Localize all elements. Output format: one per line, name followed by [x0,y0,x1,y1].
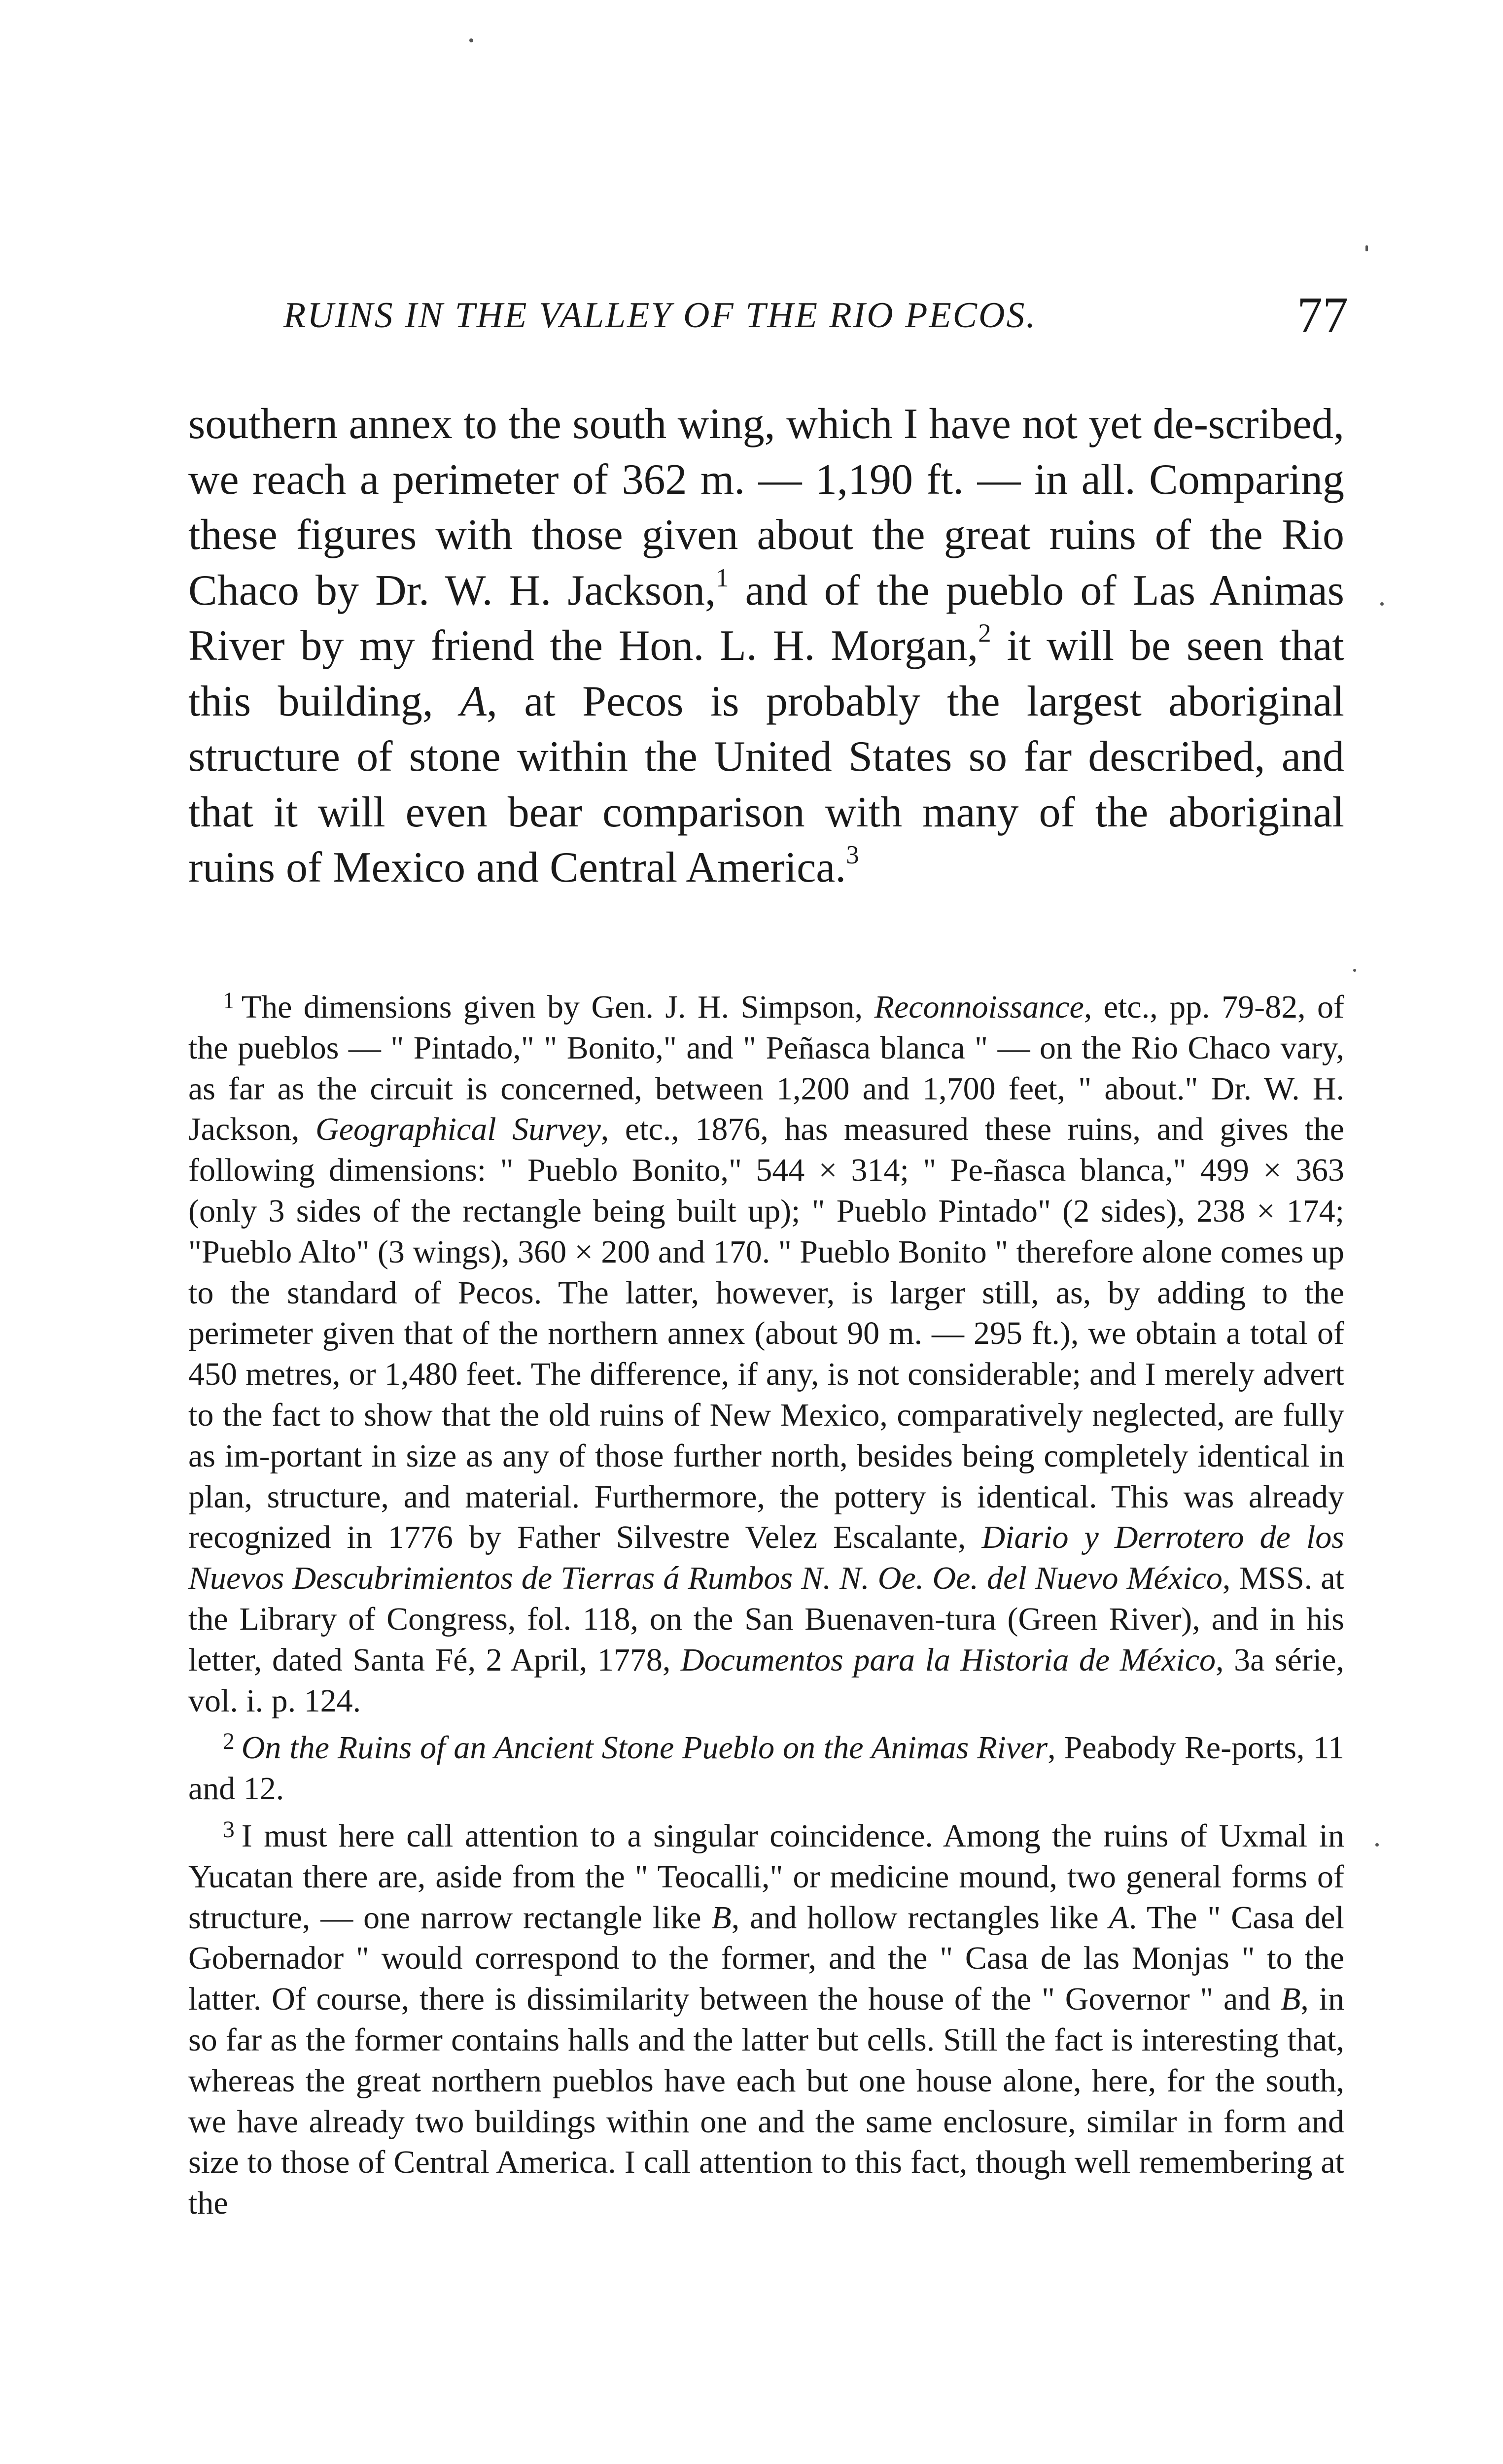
footnote-title: Reconnoissance [874,989,1084,1025]
footnote-text: , Peabody Re-ports, 11 and 12. [188,1730,1345,1807]
footnote-text: , in so far as the former contains halls and the latter but cells. Still the fact is interesting that, whereas the great northern pueblos have each but one house alone, here, for the south, we have already two buildings within one and the same enclosure, similar in form and size to those of Central America. I call attention to this fact, though well remembering at the [188,1981,1344,2222]
paragraph-text: and of the pueblo of Las Animas River by my friend the Hon. L. H. Morgan, [188,566,1344,670]
footnote-text: , etc., 1876, has measured these ruins, and gives the following dimensions: " Pueblo Bonito," 544 × 314; " Pe-ñasca blanca," 499 × 363 (only 3 sides of the rectangle being built up); " Pueblo Pintado" (2 sides), 238 × 174; "Pueblo Alto" (3 wings), 360 × 200 and 170. " Pueblo Bonito " therefore alone comes up to the standard of Pecos. The latter, however, is larger still, as, by adding to the perimeter given that of the northern annex (about 90 m. — 295 ft.), we obtain a total of 450 metres, or 1,480 feet. The difference, if any, is not considerable; and I merely advert to the fact to show that the old ruins of New Mexico, comparatively neglected, are fully as im-portant in size as any of those further north, besides being completely identical in plan, structure, and material. Furthermore, the pottery is identical. This was already recognized in 1776 by Father Silvestre Velez Escalante, [188,1111,1344,1556]
footnote-text: , 3a série, vol. i. p. 124. [188,1642,1344,1719]
print-speck [1380,602,1384,606]
paragraph-text: southern annex to the south wing, which I have not yet de-scribed, we reach a perimeter of 362 m. — 1,190 ft. — in all. Comparing these figures with those given about the great ruins of the Rio Chaco by Dr. W. H. Jackson, [188,400,1344,615]
building-label: A [460,677,487,725]
footnote-text: , etc., pp. 79-82, of the pueblos — " Pintado," " Bonito," and " Peñasca blanca " — on the Rio Chaco vary, as far as the circuit is concerned, between 1,200 and 1,700 feet, " about." Dr. W. H. Jackson, [188,989,1344,1148]
print-speck [1365,245,1368,251]
running-head [283,286,1348,360]
footnote-ref-2: 2 [978,619,991,648]
paragraph-text: it will be seen that this building, [188,622,1344,725]
footnote-text: , and hollow rectangles like [731,1899,1109,1936]
footnote-text: , MSS. at the Library of Congress, fol. 118, on the San Buenaven-tura (Green River), and in his letter, dated Santa Fé, 2 April, 1778, [188,1560,1344,1678]
footnote-2 [188,1721,1344,1810]
footnote-title: On the Ruins of an Ancient Stone Pueblo on the Animas River [241,1730,1048,1766]
main-paragraph [188,397,1344,896]
print-speck [1353,969,1356,972]
footnote-title: Diario y Derrotero de los Nuevos Descubrimientos de Tierras á Rumbos N. N. Oe. Oe. del Nuevo México [188,1519,1344,1597]
footnote-mark: 1 [223,988,235,1014]
footnote-3 [188,1810,1344,2224]
footnote-text: The dimensions given by Gen. J. H. Simpson, [241,989,874,1025]
print-speck [469,38,473,42]
building-label: B [1281,1981,1301,2018]
footnote-mark: 2 [223,1729,235,1755]
footnotes [188,981,1344,2224]
building-label: B [711,1899,732,1936]
page-number: 77 [1297,287,1348,343]
footnote-mark: 3 [223,1816,235,1843]
paragraph-text: , at Pecos is probably the largest aboriginal structure of stone within the United States so far described, and that it will even bear comparison with many of the aboriginal ruins of Mexico and Central America. [188,677,1344,891]
footnote-1 [188,981,1344,1721]
building-label: A [1109,1899,1129,1936]
footnote-ref-3: 3 [846,841,859,870]
footnote-text: . The " Casa del Gobernador " would correspond to the former, and the " Casa de las Monjas " to the latter. Of course, there is dissimilarity between the house of the " Governor " and [188,1899,1344,2018]
footnote-title: Geographical Survey [315,1111,601,1148]
footnote-text: I must here call attention to a singular coincidence. Among the ruins of Uxmal in Yucatan there are, aside from the " Teocalli," or medicine mound, two general forms of structure, — one narrow rectangle like [188,1817,1344,1936]
running-title: RUINS IN THE VALLEY OF THE RIO PECOS. [283,295,1037,336]
footnote-title: Documentos para la Historia de México [680,1642,1216,1678]
footnote-ref-1: 1 [716,563,729,592]
print-speck [1375,1843,1379,1847]
